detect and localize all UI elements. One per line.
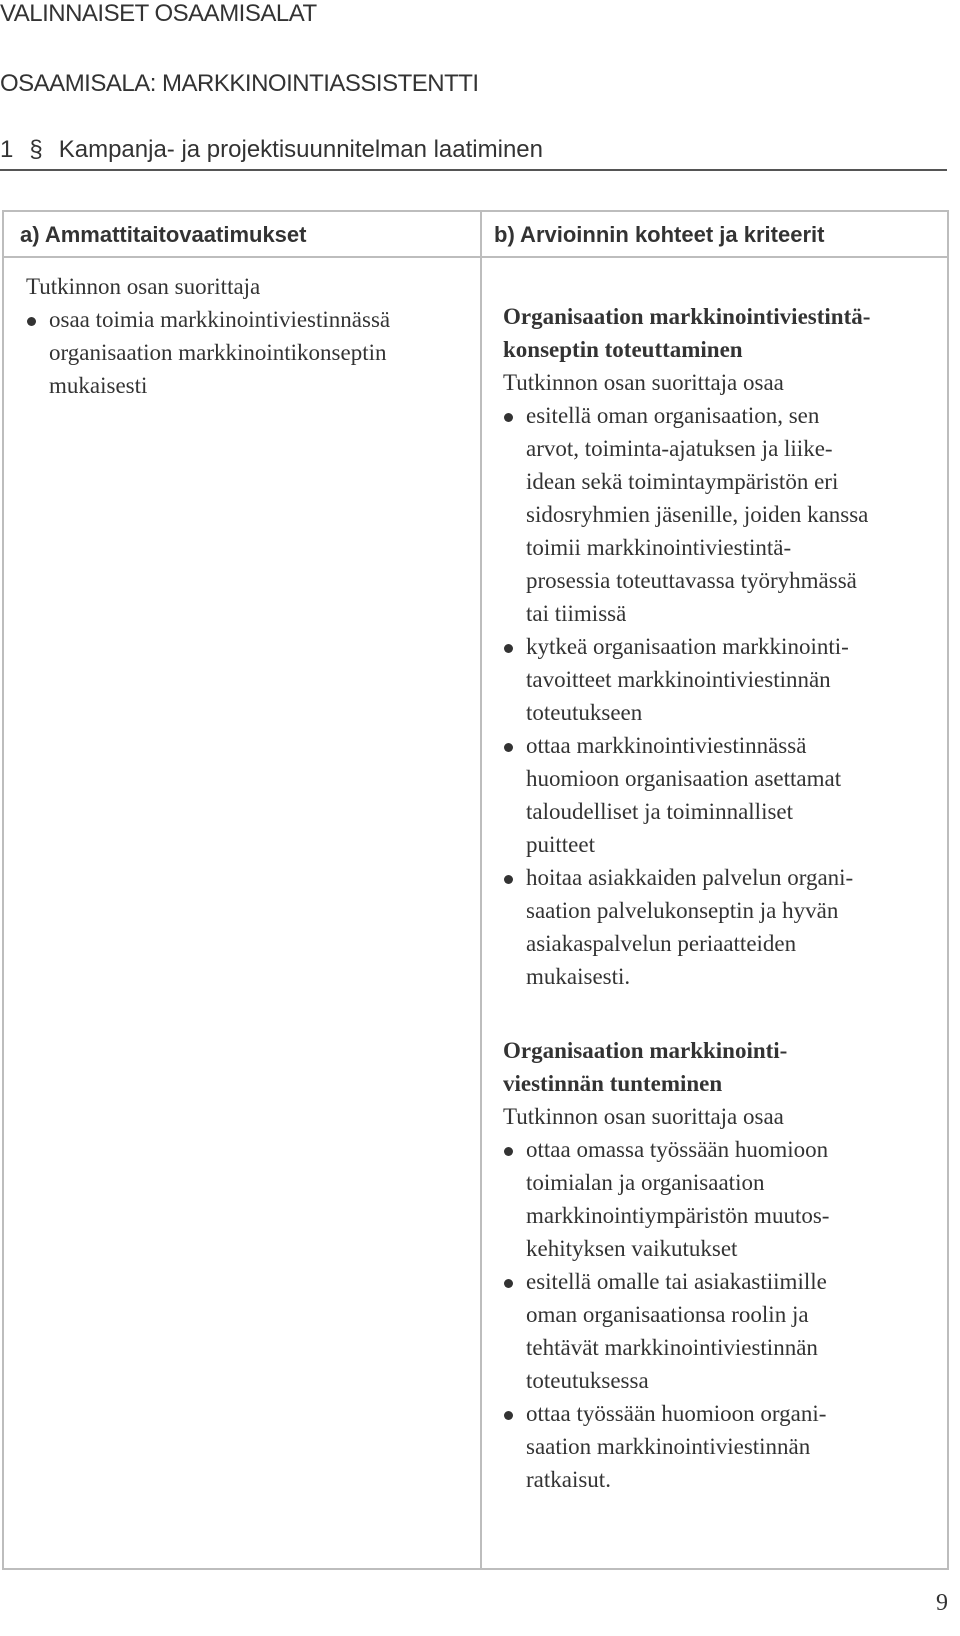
criteria-intro: Tutkinnon osan suorittaja osaa	[503, 1104, 784, 1129]
list-item	[503, 729, 943, 861]
list-item-line: puitteet	[526, 832, 595, 857]
list-item-line: huomioon organisaation asettamat	[526, 766, 842, 791]
criteria-heading	[503, 1034, 943, 1100]
criteria-table	[2, 210, 949, 1570]
bullet-icon	[504, 875, 513, 884]
criteria-heading-line: Organisaation markkinointi-	[503, 1038, 788, 1063]
list-item-line: toimii markkinointiviestintä-	[526, 535, 792, 560]
bullet-icon	[504, 743, 513, 752]
list-item	[503, 630, 943, 729]
list-item-line: saation palvelukonseptin ja hyvän	[526, 898, 839, 923]
list-item-line: ottaa työssään huomioon organi-	[526, 1401, 827, 1426]
list-item-line: taloudelliset ja toiminnalliset	[526, 799, 794, 824]
list-item-line: esitellä omalle tai asiakastiimille	[526, 1269, 827, 1294]
bullet-icon	[27, 317, 36, 326]
criteria-block	[503, 1034, 943, 1496]
section-divider	[0, 169, 947, 171]
bullet-icon	[504, 1411, 513, 1420]
list-item-line: ottaa omassa työssään huomioon	[526, 1137, 829, 1162]
column-header-b: b) Arvioinnin kohteet ja kriteerit	[494, 222, 825, 247]
page-subtitle: OSAAMISALA: MARKKINOINTIASSISTENTTI	[0, 70, 479, 97]
left-subhead: Tutkinnon osan suorittaja	[26, 274, 261, 299]
page-number: 9	[936, 1590, 948, 1616]
header-divider	[4, 256, 947, 258]
list-item-line: tai tiimissä	[526, 601, 627, 626]
list-item-line: sidosryhmien jäsenille, joiden kanssa	[526, 502, 869, 527]
criteria-block	[503, 300, 943, 993]
list-item-line: saation markkinointiviestinnän	[526, 1434, 811, 1459]
list-item-line: hoitaa asiakkaiden palvelun organi-	[526, 865, 854, 890]
list-item-line: toimialan ja organisaation	[526, 1170, 765, 1195]
list-item	[503, 1133, 943, 1265]
list-item-line: markkinointiympäristön muutos-	[526, 1203, 830, 1228]
list-item	[26, 303, 471, 402]
list-item-line: tehtävät markkinointiviestinnän	[526, 1335, 818, 1360]
criteria-heading-line: konseptin toteuttaminen	[503, 337, 743, 362]
section-heading	[0, 136, 543, 164]
requirements-column	[26, 270, 471, 402]
list-item-line: asiakaspalvelun periaatteiden	[526, 931, 797, 956]
column-header-a: a) Ammattitaitovaatimukset	[20, 222, 307, 247]
list-item-line: oman organisaationsa roolin ja	[526, 1302, 809, 1327]
section-sign: §	[29, 136, 43, 163]
column-divider	[480, 212, 482, 1568]
list-item	[503, 1265, 943, 1397]
bullet-icon	[504, 1279, 513, 1288]
list-item	[503, 861, 943, 993]
page-title: VALINNAISET OSAAMISALAT	[0, 0, 317, 27]
criteria-column	[503, 300, 943, 1496]
list-item-line: kytkeä organisaation markkinointi-	[526, 634, 849, 659]
section-title: Kampanja- ja projektisuunnitelman laatiminen	[58, 136, 543, 163]
criteria-heading-line: viestinnän tunteminen	[503, 1071, 723, 1096]
list-item-line: ottaa markkinointiviestinnässä	[526, 733, 807, 758]
list-item-line: toteutuksessa	[526, 1368, 649, 1393]
criteria-bullet-list	[503, 1133, 943, 1496]
list-item-line: ratkaisut.	[526, 1467, 611, 1492]
list-item-line: prosessia toteuttavassa työryhmässä	[526, 568, 857, 593]
list-item-text: osaa toimia markkinointiviestinnässä organisaation markkinointikonseptin mukaisesti	[49, 307, 391, 398]
list-item-line: tavoitteet markkinointiviestinnän	[526, 667, 831, 692]
list-item-line: kehityksen vaikutukset	[526, 1236, 738, 1261]
bullet-icon	[504, 413, 513, 422]
list-item-line: idean sekä toimintaympäristön eri	[526, 469, 839, 494]
list-item-line: arvot, toiminta-ajatuksen ja liike-	[526, 436, 833, 461]
list-item	[503, 399, 943, 630]
list-item	[503, 1397, 943, 1496]
criteria-heading-line: Organisaation markkinointiviestintä-	[503, 304, 871, 329]
bullet-icon	[504, 644, 513, 653]
criteria-heading	[503, 300, 943, 366]
list-item-line: toteutukseen	[526, 700, 643, 725]
left-bullet-list	[26, 303, 471, 402]
section-number: 1	[0, 136, 14, 163]
criteria-bullet-list	[503, 399, 943, 993]
criteria-intro: Tutkinnon osan suorittaja osaa	[503, 370, 784, 395]
bullet-icon	[504, 1147, 513, 1156]
list-item-line: mukaisesti.	[526, 964, 631, 989]
list-item-line: esitellä oman organisaation, sen	[526, 403, 820, 428]
